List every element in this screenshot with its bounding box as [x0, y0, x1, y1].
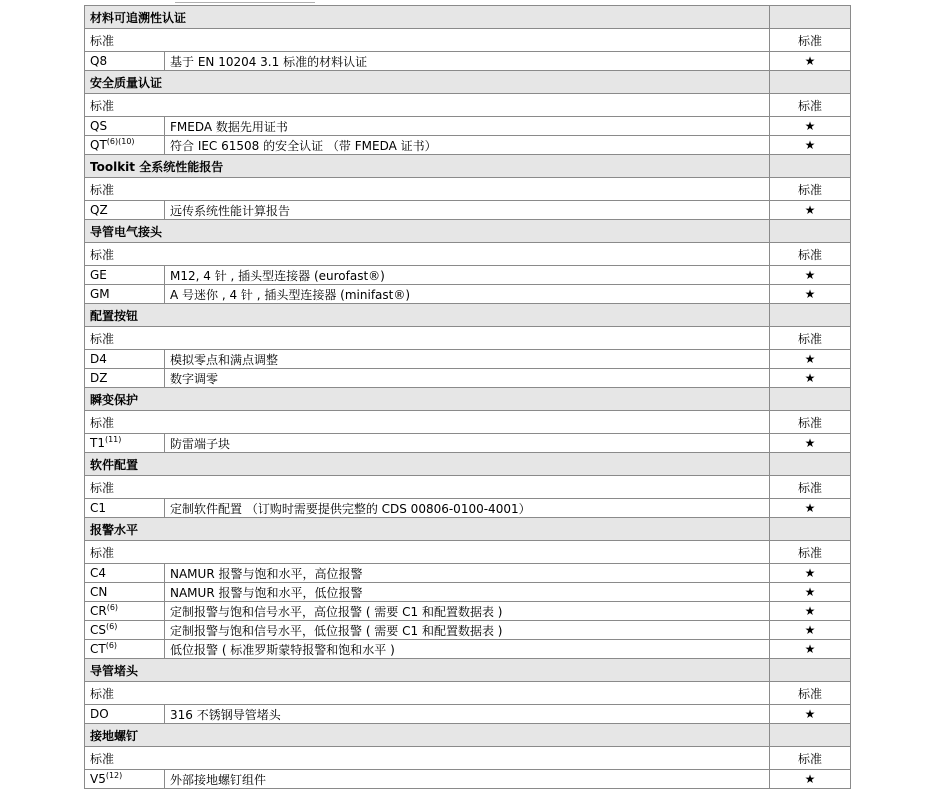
standard-label: 标准	[85, 682, 770, 705]
section-header-blank	[770, 6, 851, 29]
standard-subheader	[85, 243, 851, 266]
option-code: Q8	[90, 54, 108, 68]
section-title: 导管电气接头	[85, 220, 770, 243]
section-header-blank	[770, 518, 851, 541]
option-description: NAMUR 报警与饱和水平，高位报警	[165, 564, 770, 583]
option-code: CN	[90, 585, 108, 599]
standard-label: 标准	[85, 411, 770, 434]
standard-subheader	[85, 411, 851, 434]
option-row	[85, 117, 851, 136]
standard-star-icon: ★	[770, 705, 851, 724]
standard-subheader	[85, 476, 851, 499]
option-row	[85, 350, 851, 369]
footnote-ref: (11)	[104, 435, 122, 444]
section-header-blank	[770, 659, 851, 682]
option-code-cell	[85, 621, 165, 640]
section-header	[85, 453, 851, 476]
standard-column-label: 标准	[770, 29, 851, 52]
standard-subheader	[85, 541, 851, 564]
option-row	[85, 583, 851, 602]
section-header-blank	[770, 724, 851, 747]
option-row	[85, 770, 851, 789]
option-code: CS	[90, 623, 106, 637]
section-header	[85, 659, 851, 682]
standard-subheader	[85, 29, 851, 52]
standard-subheader	[85, 94, 851, 117]
section-title: 导管堵头	[85, 659, 770, 682]
section-header	[85, 155, 851, 178]
standard-star-icon: ★	[770, 770, 851, 789]
standard-star-icon: ★	[770, 52, 851, 71]
option-row	[85, 52, 851, 71]
section-title: 配置按钮	[85, 304, 770, 327]
section-header-blank	[770, 388, 851, 411]
standard-column-label: 标准	[770, 747, 851, 770]
standard-star-icon: ★	[770, 602, 851, 621]
standard-label: 标准	[85, 541, 770, 564]
option-row	[85, 499, 851, 518]
option-code-cell	[85, 564, 165, 583]
option-description: 符合 IEC 61508 的安全认证 （带 FMEDA 证书）	[165, 136, 770, 155]
option-description: FMEDA 数据先用证书	[165, 117, 770, 136]
standard-column-label: 标准	[770, 243, 851, 266]
standard-column-label: 标准	[770, 476, 851, 499]
standard-star-icon: ★	[770, 285, 851, 304]
standard-star-icon: ★	[770, 369, 851, 388]
option-code-cell	[85, 285, 165, 304]
standard-column-label: 标准	[770, 327, 851, 350]
option-row	[85, 564, 851, 583]
option-code: QT	[90, 138, 107, 152]
option-code-cell	[85, 434, 165, 453]
option-code: C4	[90, 566, 107, 580]
section-header	[85, 304, 851, 327]
section-header-blank	[770, 304, 851, 327]
section-title: 软件配置	[85, 453, 770, 476]
section-header	[85, 388, 851, 411]
standard-label: 标准	[85, 747, 770, 770]
option-code-cell	[85, 201, 165, 220]
option-code-cell	[85, 350, 165, 369]
standard-subheader	[85, 682, 851, 705]
option-description: 基于 EN 10204 3.1 标准的材料认证	[165, 52, 770, 71]
section-header-blank	[770, 220, 851, 243]
standard-label: 标准	[85, 94, 770, 117]
option-description: 数字调零	[165, 369, 770, 388]
standard-label: 标准	[85, 327, 770, 350]
option-row	[85, 621, 851, 640]
option-code: GM	[90, 287, 110, 301]
option-row	[85, 285, 851, 304]
clipped-header-remnant	[175, 0, 315, 3]
section-title: 接地螺钉	[85, 724, 770, 747]
option-code: CR	[90, 604, 107, 618]
option-code-cell	[85, 52, 165, 71]
standard-column-label: 标准	[770, 94, 851, 117]
option-code-cell	[85, 583, 165, 602]
footnote-ref: (6)(10)	[106, 137, 135, 146]
option-description: 模拟零点和满点调整	[165, 350, 770, 369]
option-code: QS	[90, 119, 108, 133]
option-code-cell	[85, 602, 165, 621]
section-header	[85, 518, 851, 541]
option-code-cell	[85, 770, 165, 789]
section-header	[85, 220, 851, 243]
standard-subheader	[85, 747, 851, 770]
standard-label: 标准	[85, 243, 770, 266]
ordering-options-table	[84, 5, 851, 789]
option-code-cell	[85, 117, 165, 136]
standard-subheader	[85, 178, 851, 201]
standard-star-icon: ★	[770, 583, 851, 602]
standard-star-icon: ★	[770, 434, 851, 453]
section-header	[85, 724, 851, 747]
option-row	[85, 266, 851, 285]
standard-star-icon: ★	[770, 201, 851, 220]
standard-label: 标准	[85, 178, 770, 201]
option-code: DO	[90, 707, 109, 721]
option-description: A 号迷你 , 4 针 , 插头型连接器 (minifast®)	[165, 285, 770, 304]
option-description: 定制软件配置 （订购时需要提供完整的 CDS 00806-0100-4001）	[165, 499, 770, 518]
footnote-ref: (6)	[106, 622, 118, 631]
standard-star-icon: ★	[770, 136, 851, 155]
option-row	[85, 136, 851, 155]
section-title: 安全质量认证	[85, 71, 770, 94]
standard-star-icon: ★	[770, 621, 851, 640]
standard-column-label: 标准	[770, 682, 851, 705]
option-code: QZ	[90, 203, 108, 217]
standard-label: 标准	[85, 476, 770, 499]
section-title: 材料可追溯性认证	[85, 6, 770, 29]
option-code: D4	[90, 352, 107, 366]
option-row	[85, 602, 851, 621]
standard-label: 标准	[85, 29, 770, 52]
standard-subheader	[85, 327, 851, 350]
standard-star-icon: ★	[770, 266, 851, 285]
section-header-blank	[770, 453, 851, 476]
option-row	[85, 434, 851, 453]
option-row	[85, 369, 851, 388]
standard-star-icon: ★	[770, 640, 851, 659]
standard-column-label: 标准	[770, 178, 851, 201]
standard-star-icon: ★	[770, 117, 851, 136]
option-code-cell	[85, 499, 165, 518]
option-code: C1	[90, 501, 107, 515]
option-description: 定制报警与饱和信号水平，高位报警 ( 需要 C1 和配置数据表 )	[165, 602, 770, 621]
option-code-cell	[85, 266, 165, 285]
option-code-cell	[85, 136, 165, 155]
standard-star-icon: ★	[770, 499, 851, 518]
option-code: DZ	[90, 371, 108, 385]
option-row	[85, 640, 851, 659]
option-code-cell	[85, 705, 165, 724]
option-description: 低位报警 ( 标准罗斯蒙特报警和饱和水平 )	[165, 640, 770, 659]
standard-column-label: 标准	[770, 411, 851, 434]
footnote-ref: (6)	[105, 641, 118, 650]
option-description: 防雷端子块	[165, 434, 770, 453]
option-code-cell	[85, 640, 165, 659]
section-header	[85, 6, 851, 29]
section-header	[85, 71, 851, 94]
standard-column-label: 标准	[770, 541, 851, 564]
option-description: 远传系统性能计算报告	[165, 201, 770, 220]
option-description: 316 不锈钢导管堵头	[165, 705, 770, 724]
section-title: 瞬变保护	[85, 388, 770, 411]
option-description: 外部接地螺钉组件	[165, 770, 770, 789]
option-row	[85, 201, 851, 220]
footnote-ref: (6)	[106, 603, 119, 612]
option-code: CT	[90, 642, 106, 656]
option-code: T1	[90, 436, 105, 450]
option-description: 定制报警与饱和信号水平，低位报警 ( 需要 C1 和配置数据表 )	[165, 621, 770, 640]
section-title: 报警水平	[85, 518, 770, 541]
standard-star-icon: ★	[770, 350, 851, 369]
option-code-cell	[85, 369, 165, 388]
option-row	[85, 705, 851, 724]
section-title: Toolkit 全系统性能报告	[85, 155, 770, 178]
option-description: NAMUR 报警与饱和水平，低位报警	[165, 583, 770, 602]
section-header-blank	[770, 71, 851, 94]
footnote-ref: (12)	[105, 771, 123, 780]
option-code: V5	[90, 772, 106, 786]
option-description: M12, 4 针 , 插头型连接器 (eurofast®)	[165, 266, 770, 285]
standard-star-icon: ★	[770, 564, 851, 583]
option-code: GE	[90, 268, 107, 282]
section-header-blank	[770, 155, 851, 178]
